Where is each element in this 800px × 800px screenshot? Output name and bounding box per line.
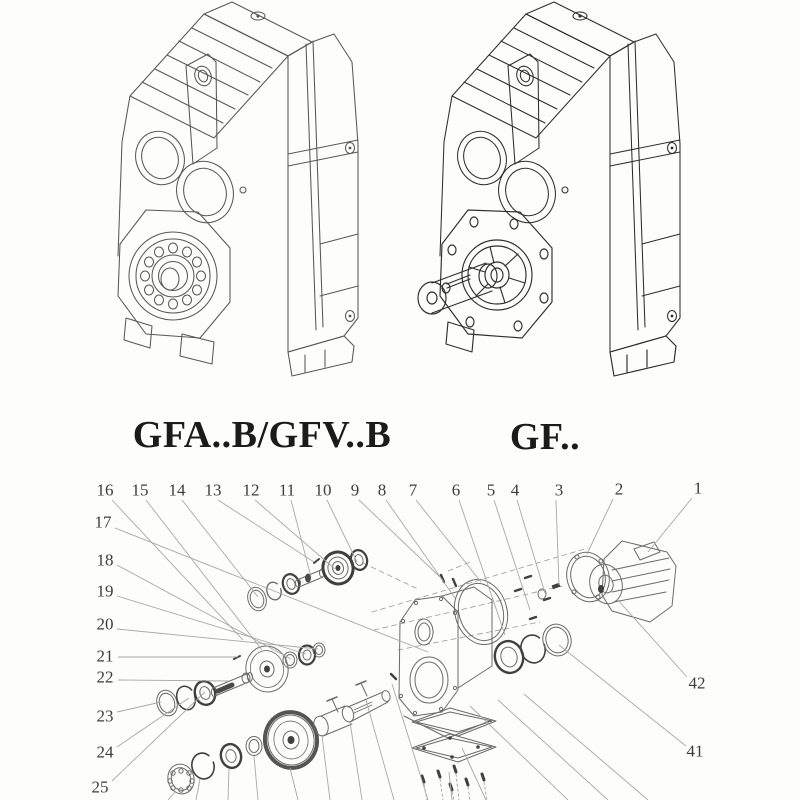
leader-line-7 [416, 500, 481, 582]
leader-line-cropped [290, 768, 298, 800]
leader-line-cropped [196, 779, 200, 800]
leader-line-cropped [322, 736, 330, 800]
hollow-shaft-bearing-face [118, 210, 354, 376]
callout-number-42: 42 [688, 673, 706, 693]
leader-line-25 [112, 692, 205, 781]
leader-line-16 [112, 500, 243, 640]
leader-line-3 [556, 500, 559, 585]
callout-number-9: 9 [350, 480, 360, 500]
motor-side-rings [447, 573, 575, 676]
callout-number-4: 4 [510, 480, 520, 500]
leader-line-24 [117, 698, 189, 747]
callout-number-18: 18 [96, 550, 114, 570]
bottom-leader-lines [168, 684, 648, 800]
callout-number-19: 19 [96, 581, 114, 601]
callout-number-6: 6 [451, 480, 461, 500]
output-shaft-cluster [165, 674, 396, 797]
leader-line-cropped [350, 722, 362, 800]
motor [561, 541, 676, 622]
callout-number-5: 5 [486, 480, 496, 500]
callout-number-7: 7 [408, 480, 418, 500]
callout-number-23: 23 [96, 706, 114, 726]
leader-line-41 [559, 645, 686, 746]
leader-line-9 [359, 500, 440, 577]
model-label-left: GFA..B/GFV..B [132, 414, 392, 456]
leader-line-4 [517, 500, 545, 593]
leader-line-1 [648, 498, 692, 552]
exploded-parts-diagram [153, 541, 676, 800]
leader-line-14 [182, 500, 258, 597]
leader-line-cropped [228, 768, 229, 800]
callout-number-16: 16 [96, 480, 114, 500]
callout-number-41: 41 [686, 741, 704, 761]
leader-line-12 [255, 500, 335, 569]
leader-line-6 [459, 500, 505, 635]
callout-number-3: 3 [554, 480, 564, 500]
bottom-cover-assembly [412, 708, 496, 800]
leader-line-cropped [254, 756, 258, 800]
leader-line-22 [118, 680, 229, 681]
callout-number-10: 10 [314, 480, 332, 500]
leader-line-8 [386, 500, 455, 598]
assembly-axis-dashed-lines [363, 548, 588, 650]
callout-layer [92, 479, 706, 797]
gearbox-drawing-gf [418, 2, 680, 376]
callout-number-25: 25 [91, 777, 109, 797]
callout-number-2: 2 [614, 479, 624, 499]
leader-line-5 [494, 500, 530, 610]
callout-number-21: 21 [96, 646, 114, 666]
leader-line-2 [587, 499, 613, 554]
leader-line-cropped [470, 706, 568, 800]
output-flange-and-shaft [418, 210, 676, 376]
callout-number-15: 15 [131, 480, 149, 500]
leader-line-11 [291, 500, 311, 577]
leader-line-15 [146, 500, 262, 650]
callout-number-22: 22 [96, 667, 114, 687]
leader-line-23 [117, 702, 161, 712]
leader-line-20 [117, 629, 318, 649]
leader-line-cropped [168, 791, 176, 800]
callout-number-14: 14 [168, 480, 186, 500]
callout-number-1: 1 [693, 478, 703, 498]
gearbox-drawing-gfab-gfvb [118, 2, 358, 376]
model-label-right: GF.. [509, 416, 581, 458]
leader-line-18 [117, 565, 291, 659]
callout-number-17: 17 [94, 512, 112, 532]
callout-number-20: 20 [96, 614, 114, 634]
leader-line-cropped [366, 700, 394, 800]
callout-number-11: 11 [278, 480, 296, 500]
leader-line-cropped [524, 694, 648, 800]
leader-line-42 [617, 599, 687, 677]
callout-number-13: 13 [204, 480, 222, 500]
callout-number-24: 24 [96, 742, 114, 762]
callout-number-12: 12 [242, 480, 260, 500]
callout-number-8: 8 [377, 480, 387, 500]
